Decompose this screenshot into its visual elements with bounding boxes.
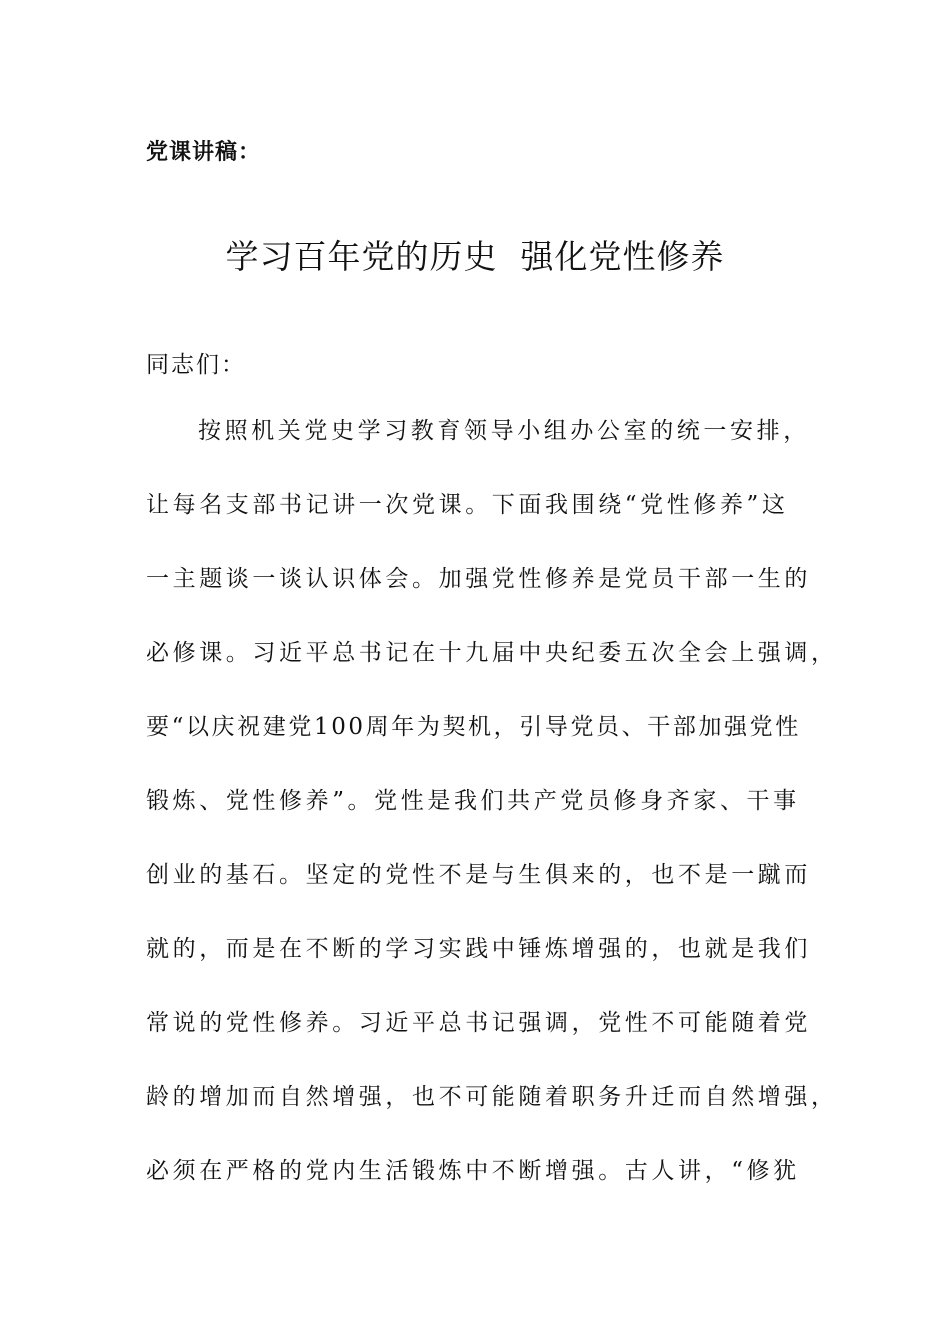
body-line-10: 龄的增加而自然增强，也不可能随着职务升迁而自然增强， xyxy=(146,1084,838,1110)
body-line-4: 必修课。习近平总书记在十九届中央纪委五次全会上强调， xyxy=(146,640,838,666)
body-line-6: 锻炼、党性修养”。党性是我们共产党员修身齐家、干事 xyxy=(146,788,800,814)
body-line-3: 一主题谈一谈认识体会。加强党性修养是党员干部一生的 xyxy=(146,566,811,592)
body-line-5: 要“以庆祝建党100周年为契机，引导党员、干部加强党性 xyxy=(146,714,801,740)
body-line-2: 让每名支部书记讲一次党课。下面我围绕“党性修养”这 xyxy=(146,492,789,518)
document-title: 学习百年党的历史 强化党性修养 xyxy=(225,237,725,276)
body-line-7: 创业的基石。坚定的党性不是与生俱来的，也不是一蹴而 xyxy=(146,862,811,888)
document-label: 党课讲稿： xyxy=(146,140,262,165)
body-line-11: 必须在严格的党内生活锻炼中不断增强。古人讲，“修犹 xyxy=(146,1158,800,1184)
body-line-8: 就的，而是在不断的学习实践中锤炼增强的，也就是我们 xyxy=(146,936,811,962)
salutation: 同志们： xyxy=(146,352,246,378)
body-line-1: 按照机关党史学习教育领导小组办公室的统一安排， xyxy=(198,418,810,444)
body-line-9: 常说的党性修养。习近平总书记强调，党性不可能随着党 xyxy=(146,1010,811,1036)
